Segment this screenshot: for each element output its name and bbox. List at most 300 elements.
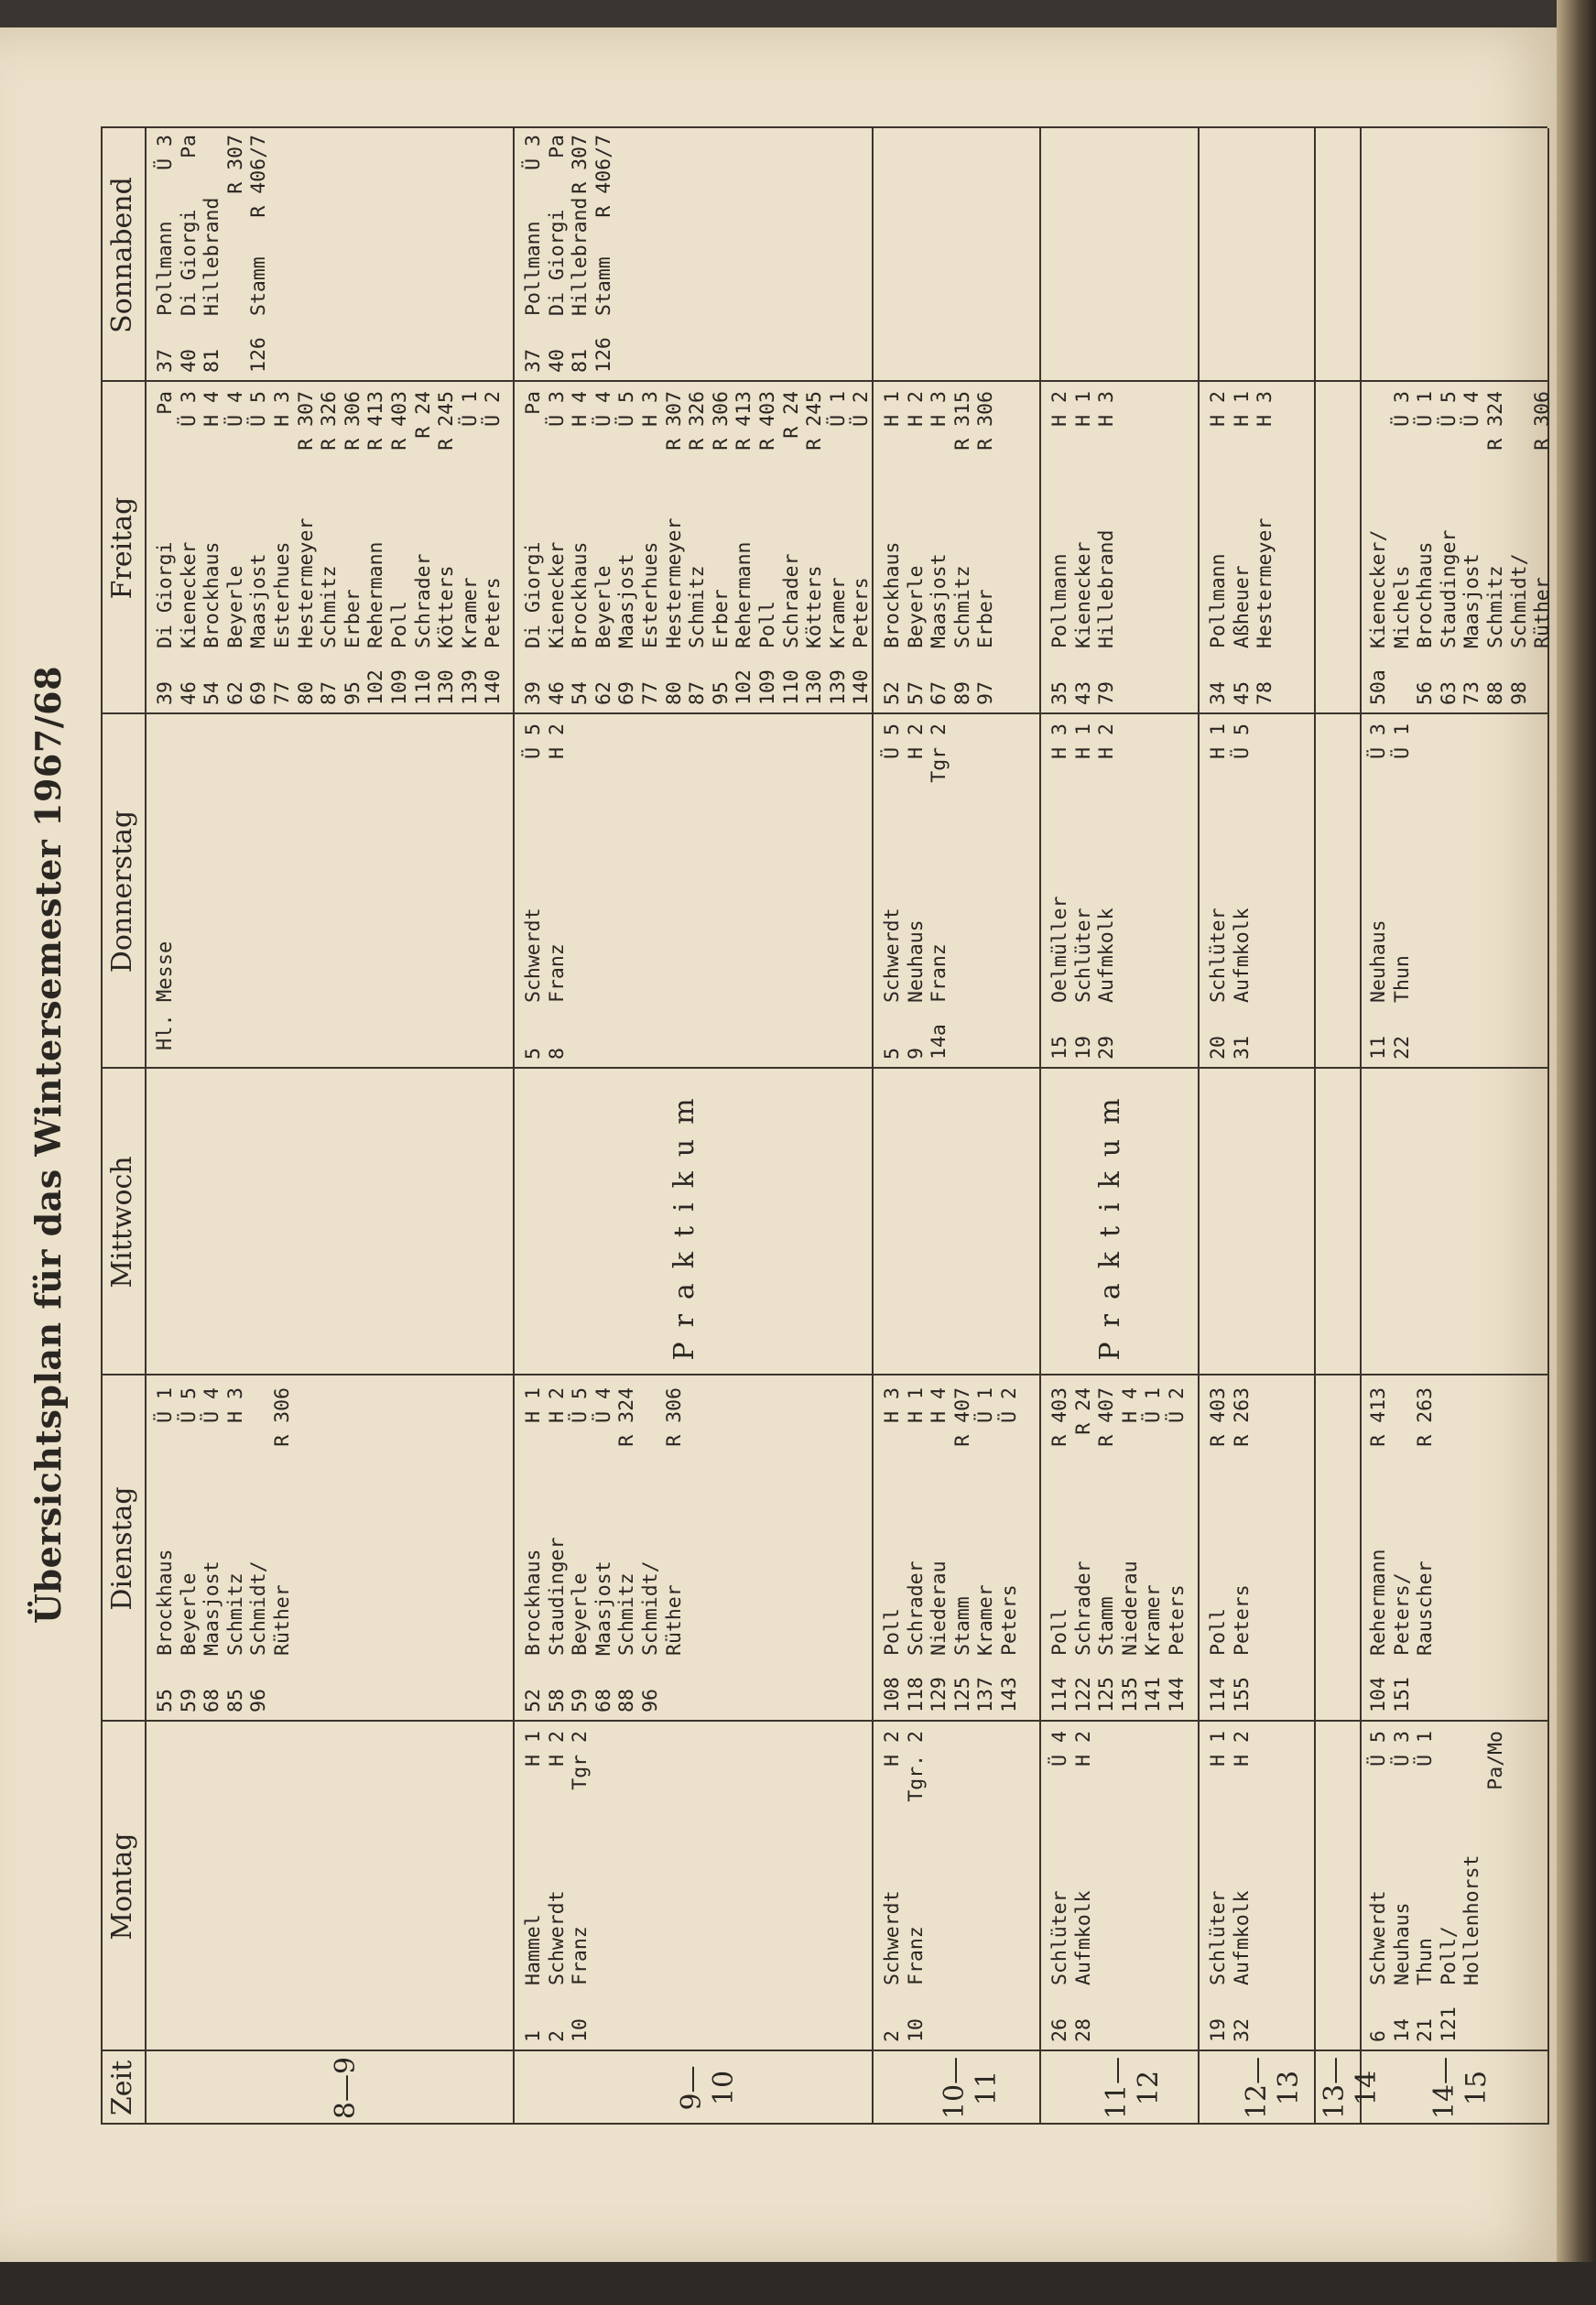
course-number: 37 [154, 349, 177, 373]
time-14-15: 14—15 [1428, 2056, 1493, 2120]
course-row [1438, 1731, 1461, 2042]
course-number [1460, 1985, 1484, 2042]
course-number: 10 [569, 2018, 592, 2042]
lecturer-name: Hillebrand [569, 197, 592, 316]
course-number: 15 [1048, 1036, 1071, 1060]
course-number: 125 [950, 1677, 974, 1712]
course-row [201, 391, 224, 705]
course-row [1095, 723, 1119, 1060]
course-list [1367, 1731, 1508, 2042]
room-code: Pa/Mo [1483, 1731, 1507, 1790]
course-number: 118 [904, 1677, 928, 1712]
course-row [569, 391, 592, 705]
room-code: R 306 [974, 391, 998, 451]
course-number: 11 [1367, 1036, 1390, 1060]
course-number: 126 [592, 337, 615, 373]
room-code: H 2 [881, 1731, 904, 1767]
lecturer-name: Thun [1390, 955, 1414, 1003]
course-number: 89 [950, 681, 974, 705]
room-code: H 3 [928, 391, 951, 427]
room-code: R 326 [318, 391, 342, 451]
course-number: 108 [881, 1677, 904, 1712]
course-row [1414, 1387, 1438, 1712]
course-number [663, 1656, 687, 1712]
header-freitag: Freitag [106, 496, 138, 600]
time-12-13: 12—13 [1241, 2056, 1305, 2120]
lecturer-name: Hammel [522, 1914, 545, 1985]
lecturer-name: Peters [1165, 1584, 1189, 1656]
lecturer-name: Aßheuer [1230, 565, 1254, 648]
course-number: 2 [545, 2030, 569, 2042]
course-row [663, 1387, 687, 1712]
lecturer-name: Rauscher [1414, 1560, 1438, 1656]
lecturer-name: Stamm [1095, 1596, 1119, 1656]
course-number: 78 [1254, 681, 1277, 705]
course-row [1231, 723, 1254, 1060]
course-number: 87 [686, 681, 710, 705]
course-number: 52 [522, 1689, 545, 1712]
course-row [318, 391, 342, 705]
lecturer-name: Beyerle [177, 1572, 201, 1656]
course-row [1095, 1387, 1119, 1712]
room-code: H 2 [1230, 1731, 1254, 1767]
lecturer-name: Kötters [803, 565, 827, 648]
lecturer-name: Beyerle [592, 565, 615, 648]
course-number: 79 [1095, 681, 1119, 705]
course-number: 122 [1071, 1677, 1095, 1712]
course-list [1048, 391, 1119, 705]
lecturer-name: Peters/ [1390, 1572, 1414, 1656]
course-number: 1 [522, 2030, 545, 2042]
lecturer-name: Niederau [928, 1560, 951, 1656]
course-list [522, 723, 569, 1060]
course-list [522, 135, 615, 373]
room-code: Ü 5 [569, 1387, 592, 1423]
course-row [522, 1387, 546, 1712]
course-row [1460, 1731, 1484, 2042]
course-number [1414, 1656, 1438, 1712]
lecturer-name: Stamm [247, 256, 271, 316]
room-code: Ü 5 [881, 723, 904, 759]
course-list [522, 391, 874, 705]
course-row [247, 135, 271, 373]
room-code: Pa [545, 135, 569, 158]
lecturer-name: Esterhues [638, 541, 662, 648]
course-number [1531, 648, 1555, 705]
lecturer-name: Kramer [1142, 1584, 1166, 1656]
lecturer-name: Rüther [1531, 577, 1555, 648]
lecturer-name: Pollmann [1207, 553, 1230, 648]
course-number: 80 [662, 681, 686, 705]
lecturer-name: Poll [881, 1608, 904, 1656]
lecturer-name: Schwerdt [545, 1890, 569, 1985]
room-code: R 403 [1048, 1387, 1071, 1447]
room-code: Ü 4 [1048, 1731, 1071, 1767]
lecturer-name: Erber [974, 589, 998, 648]
lecturer-name [224, 194, 248, 316]
course-row [1142, 1387, 1166, 1712]
header-sonnabend: Sonnabend [106, 177, 138, 333]
lecturer-name: Schwerdt [881, 908, 904, 1003]
lecturer-name: Kienecker/ [1367, 529, 1390, 648]
room-code: H 1 [522, 1731, 545, 1767]
course-list [881, 391, 998, 705]
course-row [928, 1387, 951, 1712]
course-row [1166, 1387, 1189, 1712]
lecturer-name: Rüther [270, 1584, 294, 1656]
course-number: 69 [615, 681, 639, 705]
room-code: Ü 3 [154, 135, 177, 170]
lecturer-name: Rehermann [1367, 1549, 1390, 1656]
room-code: H 2 [1095, 723, 1119, 759]
course-list [522, 1731, 592, 2042]
lecturer-name: Neuhaus [1390, 1902, 1414, 1985]
course-row [546, 1387, 570, 1712]
course-row [1391, 1731, 1415, 2042]
course-row [224, 391, 248, 705]
course-number: 143 [997, 1677, 1021, 1712]
room-code: Ü 2 [997, 1387, 1021, 1423]
course-row [905, 1731, 928, 2042]
lecturer-name: Aufmkolk [1071, 1890, 1095, 1985]
course-number: 62 [223, 681, 247, 705]
room-code: H 2 [904, 723, 928, 759]
lecturer-name: Maasjost [928, 553, 951, 648]
course-number: 67 [928, 681, 951, 705]
lecturer-name: Schwerdt [1367, 1890, 1390, 1985]
course-number: 109 [755, 669, 779, 705]
lecturer-name: Di Giorgi [177, 209, 201, 316]
lecturer-name: Brockhaus [522, 1549, 545, 1656]
course-list [881, 723, 951, 1060]
lecturer-name: Michels [1390, 565, 1414, 648]
course-number: 68 [592, 1689, 615, 1712]
time-9-10: 9—10 [676, 2065, 740, 2111]
room-code: H 2 [545, 1387, 569, 1423]
course-row [482, 391, 505, 705]
lecturer-name: Hestermeyer [294, 517, 318, 648]
course-list [154, 391, 505, 705]
header-dienstag: Dienstag [106, 1486, 138, 1611]
lecturer-name: Schmitz [223, 1572, 247, 1656]
room-code: H 1 [881, 391, 904, 427]
room-code: Ü 4 [1460, 391, 1484, 427]
course-row [1072, 1387, 1096, 1712]
course-number: 139 [458, 669, 482, 705]
course-number: 77 [638, 681, 662, 705]
lecturer-name: Brockhaus [569, 541, 592, 648]
course-row [1484, 391, 1508, 705]
course-number: 63 [1437, 681, 1460, 705]
lecturer-name: Di Giorgi [545, 209, 569, 316]
course-row [928, 723, 951, 1060]
course-number: 130 [435, 669, 459, 705]
course-row [522, 1731, 546, 2042]
course-number: 9 [904, 1048, 928, 1060]
lecturer-name: Schrader [779, 553, 803, 648]
room-code: Tgr. 2 [904, 1731, 928, 1802]
course-row [1119, 1387, 1143, 1712]
header-mittwoch: Mittwoch [106, 1156, 138, 1288]
praktikum-label: Praktikum [1094, 1083, 1126, 1361]
course-list [1207, 1387, 1254, 1712]
course-number: 96 [638, 1689, 662, 1712]
room-code: R 307 [223, 135, 247, 194]
room-code: Ü 3 [1390, 391, 1414, 427]
room-code: Ü 3 [1367, 723, 1390, 759]
room-code: R 326 [686, 391, 710, 451]
room-code: R 307 [294, 391, 318, 451]
course-number: 109 [387, 669, 411, 705]
course-row [546, 723, 570, 1060]
course-number: 14a [928, 1024, 951, 1060]
course-number: 26 [1048, 2018, 1071, 2042]
course-list [881, 1387, 1022, 1712]
course-row [1367, 723, 1391, 1060]
lecturer-name: Poll [1207, 1608, 1230, 1656]
room-code: Ü 5 [615, 391, 639, 427]
course-row [1391, 723, 1415, 1060]
lecturer-name: Franz [569, 1926, 592, 1985]
room-code: Ü 5 [1437, 391, 1460, 427]
course-number: 110 [411, 669, 435, 705]
course-number: 121 [1437, 2006, 1460, 2042]
room-code: H 1 [1207, 723, 1230, 759]
lecturer-name: Schmitz [1483, 565, 1507, 648]
course-number: 39 [154, 681, 177, 705]
course-list [1367, 723, 1414, 1060]
course-row [295, 391, 319, 705]
course-number: 45 [1230, 681, 1254, 705]
page-title: Übersichtsplan für das Wintersemester 1967/68 [27, 665, 69, 1625]
course-row [881, 1731, 905, 2042]
course-number: 88 [615, 1689, 639, 1712]
room-code: R 245 [435, 391, 459, 451]
course-row [522, 391, 546, 705]
course-row [780, 391, 804, 705]
room-code: H 1 [1071, 723, 1095, 759]
course-number: 87 [318, 681, 342, 705]
lecturer-name: Maasjost [1460, 553, 1484, 648]
lecturer-name: Rüther [662, 1584, 686, 1656]
scan-border [0, 2262, 1596, 2305]
column-divider [101, 1374, 1547, 1375]
room-code: R 245 [803, 391, 827, 451]
course-number: 34 [1207, 681, 1230, 705]
course-row [803, 391, 827, 705]
room-code: Pa [177, 135, 201, 158]
course-row [201, 1387, 224, 1712]
course-number: 14 [1390, 2018, 1414, 2042]
course-row [178, 135, 201, 373]
lecturer-name: Schwerdt [881, 1890, 904, 1985]
room-code: R 307 [662, 391, 686, 451]
course-row [1231, 391, 1254, 705]
course-row [522, 723, 546, 1060]
room-code: Ü 5 [177, 1387, 201, 1423]
lecturer-name: Kramer [458, 577, 482, 648]
lecturer-name: Peters [997, 1584, 1021, 1656]
course-number: 40 [177, 349, 201, 373]
lecturer-name: Schmitz [318, 565, 342, 648]
course-row [271, 1387, 295, 1712]
lecturer-name: Maasjost [247, 553, 271, 648]
time-11-12: 11—12 [1101, 2056, 1165, 2120]
course-number: 80 [294, 681, 318, 705]
header-divider [145, 128, 147, 2125]
course-row [733, 391, 756, 705]
course-number: 59 [177, 1689, 201, 1712]
rotated-content [0, 55, 1575, 2234]
lecturer-name: Maasjost [615, 553, 639, 648]
course-number: 58 [545, 1689, 569, 1712]
table-border-top [101, 128, 103, 2125]
room-code: R 307 [569, 135, 592, 194]
course-number: 54 [201, 681, 224, 705]
room-code: Ü 3 [177, 391, 201, 427]
room-code: Ü 5 [522, 723, 545, 759]
room-code: H 1 [1230, 391, 1254, 427]
course-row [224, 135, 248, 373]
course-row [639, 391, 663, 705]
room-code: H 2 [545, 1731, 569, 1767]
room-code: H 3 [270, 391, 294, 427]
course-row [342, 391, 365, 705]
room-code: Ü 4 [223, 391, 247, 427]
course-row [905, 1387, 928, 1712]
course-row [1207, 391, 1231, 705]
header-donnerstag: Donnerstag [106, 810, 138, 973]
course-row [522, 135, 546, 373]
room-code: H 1 [522, 1387, 545, 1423]
course-row [974, 391, 998, 705]
course-row [1367, 1731, 1391, 2042]
table-border-right [101, 126, 1547, 128]
course-number: 141 [1142, 1677, 1166, 1712]
lecturer-name: Schmitz [686, 565, 710, 648]
course-row [247, 391, 271, 705]
course-row [1072, 723, 1096, 1060]
room-code: R 324 [615, 1387, 639, 1447]
lecturer-name: Kramer [826, 577, 850, 648]
room-code: Ü 5 [1230, 723, 1254, 759]
course-row [592, 135, 616, 373]
course-row [201, 135, 224, 373]
course-row [1367, 391, 1391, 705]
room-code: Ü 1 [1414, 391, 1438, 427]
lecturer-name: Esterhues [270, 541, 294, 648]
room-code: R 306 [341, 391, 364, 451]
course-number: 52 [881, 681, 904, 705]
course-list [881, 1731, 928, 2042]
course-row [459, 391, 483, 705]
column-divider [101, 380, 1547, 382]
course-number: 46 [545, 681, 569, 705]
course-row [905, 391, 928, 705]
course-row [1254, 391, 1277, 705]
hl-messe-note: Hl. Messe [154, 940, 177, 1050]
course-row [224, 1387, 248, 1712]
course-row [154, 391, 178, 705]
course-number: 69 [247, 681, 271, 705]
course-row [998, 1387, 1022, 1712]
course-number: 5 [522, 1048, 545, 1060]
course-row [1391, 391, 1415, 705]
course-row [951, 1387, 975, 1712]
course-number: 104 [1367, 1677, 1390, 1712]
course-row [1048, 391, 1072, 705]
room-code: H 4 [1118, 1387, 1142, 1423]
course-row [1095, 391, 1119, 705]
lecturer-name: Schlüter [1048, 1890, 1071, 1985]
course-row [881, 723, 905, 1060]
course-row [546, 391, 570, 705]
course-row [364, 391, 388, 705]
lecturer-name: Hestermeyer [1254, 517, 1277, 648]
lecturer-name: Stamm [592, 256, 615, 316]
course-number: 46 [177, 681, 201, 705]
course-row [827, 391, 851, 705]
lecturer-name: Schlüter [1207, 908, 1230, 1003]
room-code: H 3 [1048, 723, 1071, 759]
lecturer-name: Hestermeyer [662, 517, 686, 648]
room-code: R 403 [387, 391, 411, 451]
row-divider [1314, 128, 1316, 2125]
course-row [639, 1387, 663, 1712]
course-row [178, 1387, 201, 1712]
room-code: R 306 [709, 391, 733, 451]
course-list [154, 135, 271, 373]
lecturer-name: Brockhaus [154, 1549, 177, 1656]
lecturer-name: Poll [755, 601, 779, 648]
room-code: Ü 1 [1142, 1387, 1166, 1423]
room-code: Ü 1 [458, 391, 482, 427]
lecturer-name: Beyerle [904, 565, 928, 648]
header-zeit: Zeit [106, 2060, 138, 2116]
course-row [1414, 1731, 1438, 2042]
room-code: H 2 [1071, 1731, 1095, 1767]
course-row [271, 391, 295, 705]
course-number: 6 [1367, 2030, 1390, 2042]
course-row [663, 391, 687, 705]
lecturer-name: Schmidt/ [247, 1560, 271, 1656]
course-number: 95 [709, 681, 733, 705]
lecturer-name: Staudinger [545, 1537, 569, 1656]
course-number: 39 [522, 681, 545, 705]
room-code: H 1 [904, 1387, 928, 1423]
room-code: R 306 [270, 1387, 294, 1447]
room-code: R 306 [1531, 391, 1555, 451]
column-divider [101, 1067, 1547, 1069]
course-number: 137 [974, 1677, 998, 1712]
room-code: H 3 [223, 1387, 247, 1423]
course-number: 139 [826, 669, 850, 705]
course-number: 54 [569, 681, 592, 705]
room-code: R 24 [779, 391, 803, 439]
course-number: 5 [881, 1048, 904, 1060]
lecturer-name: Schmitz [615, 1572, 639, 1656]
room-code: Ü 2 [1165, 1387, 1189, 1423]
lecturer-name: Kramer [974, 1584, 998, 1656]
course-row [1414, 391, 1438, 705]
lecturer-name: Kienecker [545, 541, 569, 648]
course-row [546, 135, 570, 373]
room-code: Ü 5 [1367, 1731, 1390, 1767]
course-row [1391, 1387, 1415, 1712]
lecturer-name: Thun [1414, 1938, 1438, 1985]
course-number: 110 [779, 669, 803, 705]
course-number: 114 [1207, 1677, 1230, 1712]
